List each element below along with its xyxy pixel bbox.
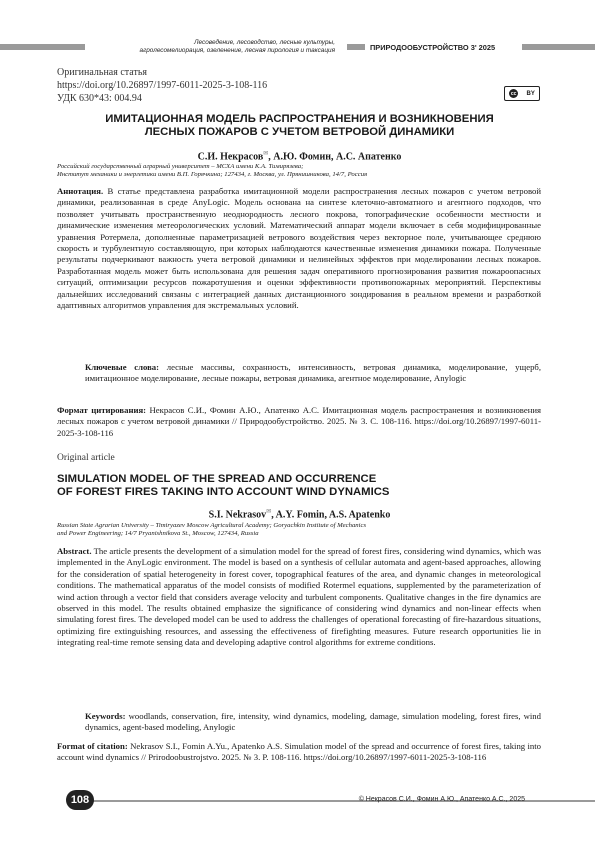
abstract-en-label: Abstract.: [57, 546, 92, 556]
title-en-line2: OF FOREST FIRES TAKING INTO ACCOUNT WIND DYNAMICS: [57, 486, 390, 498]
citation-en: [57, 741, 541, 764]
title-ru-line1: ИМИТАЦИОННАЯ МОДЕЛЬ РАСПРОСТРАНЕНИЯ И ВОЗНИКНОВЕНИЯ: [105, 113, 494, 125]
citation-ru-label: Формат цитирования:: [57, 405, 147, 415]
author-corresponding-ru: С.И. Некрасов: [197, 151, 264, 163]
mail-icon: ✉: [263, 151, 269, 157]
affiliation-ru: [57, 163, 542, 180]
title-en-line1: SIMULATION MODEL OF THE SPREAD AND OCCURRENCE: [57, 473, 377, 485]
keywords-ru: [85, 362, 541, 385]
page-number: 108: [66, 790, 94, 810]
cc-license-badge[interactable]: [504, 86, 540, 101]
article-type-en: Original article: [57, 453, 115, 463]
journal-section: [95, 39, 335, 55]
affiliation-en: [57, 522, 542, 539]
mail-icon: ✉: [266, 509, 272, 515]
udc-code: УДК 630*43: 004.94: [57, 93, 142, 104]
header-decor-bar-mid: [347, 44, 365, 50]
keywords-en-text: woodlands, conservation, fire, intensity, wind dynamics, modeling, damage, simulation modeling, forest fires, wind dynamics, agent-based modeling, Anylogic: [85, 711, 541, 733]
authors-rest-en: , A.Y. Fomin, A.S. Apatenko: [271, 509, 391, 521]
authors-en: [57, 508, 542, 520]
abstract-ru-label: Аннотация.: [57, 186, 104, 196]
affiliation-ru-line2: Институт механики и энергетики имени В.П. Горячкина; 127434, г. Москва, ул. Прянишникова, 14/7, Россия: [57, 171, 368, 179]
abstract-ru: [57, 186, 541, 311]
cc-license-label: BY: [526, 90, 535, 97]
abstract-en-text: The article presents the development of a simulation model for the spread of forest fires, considering wind dynamics, which was implemented in the AnyLogic environment. The model is based on a synthesis of cellular automata and agent-based approaches, allowing for the consideration of spatial heterogeneity in forest cover, topographical features of the area, and dynamic changes in meteorological conditions. The mathematical apparatus of the model consists of modified Rotermel equations, supplemented by the parameterization of wind action through a vector field that considers average velocity and turbulent components. Qualitative changes in the fire dynamics are observed in this model. The results obtained emphasize the significance of considering wind dynamics and non-linear effects when simulating forest fires. The developed model can be used to address the challenges of operational forecasting of fire-hazardous situations, optimizing fire extinguishing resources, and assessing the effectiveness of firefighting measures. Future research opportunities lie in integrating real-time remote sensing data and developing adaptive control algorithms for extreme conditions.: [57, 546, 541, 648]
journal-section-line1: Лесоведение, лесоводство, лесные культуры,: [194, 39, 335, 46]
keywords-en-label: Keywords:: [85, 711, 126, 721]
affiliation-ru-line1: Российский государственный аграрный университет – МСХА имени К.А. Тимирязева;: [57, 163, 304, 170]
abstract-ru-text: В статье представлена разработка имитационной модели распространения лесных пожаров с учетом ветровой динамики, реализованная в среде AnyLogic. Модель основана на синтезе клеточно-автоматного и агентного подходов, что позволяет учитывать пространственную неоднородность лесного покрова, топографические особенности местности и динамические изменения метеорологических условий. Математический аппарат модели включает в себя модифицированные уравнения Ротермела, дополненные параметризацией ветрового воздействия через векторное поле, учитывающее среднюю скорость и турбулентную составляющую, при которых наблюдаются качественные изменения динамики пожара. Полученные результаты подчеркивают важность учета ветровой динамики и нелинейных эффектов при моделировании лесных пожаров. Разработанная модель может быть использована для решения задач оперативного прогнозирования развития пожароопасных ситуаций, оптимизации ресурсов пожаротушения и оценки эффективности противопожарных мероприятий. Перспективы дальнейших исследований связаны с интеграцией данных дистанционного зондирования в реальном времени и разработкой адаптивных алгоритмов управления для экстремальных условий.: [57, 186, 541, 311]
citation-ru-text: Некрасов С.И., Фомин А.Ю., Апатенко А.С. Имитационная модель распространения и возникновения лесных пожаров с учетом ветровой динамики // Природообустройство. 2025. № 3. С. 108-116. https://doi.org/10.26897/1997-6011-2025-3-108-116: [57, 405, 541, 438]
keywords-ru-label: Ключевые слова:: [85, 362, 160, 372]
cc-icon: cc: [510, 90, 517, 97]
authors-rest-ru: , А.Ю. Фомин, А.С. Апатенко: [268, 151, 402, 163]
keywords-ru-text: лесные массивы, сохранность, интенсивность, ветровая динамика, моделирование, ущерб, имитационное моделирование, лесные пожары, ветровая динамика, агентное моделирование, Anylogic: [85, 362, 541, 384]
header-decor-bar-right: [522, 44, 595, 50]
title-ru: [57, 113, 542, 139]
header-decor-bar-left: [0, 44, 85, 50]
affiliation-en-line1: Russian State Agrarian University – Timiryazev Moscow Agricultural Academy; Goryachkin Institute of Mechanics: [57, 522, 367, 529]
journal-issue: ПРИРОДООБУСТРОЙСТВО 3' 2025: [370, 43, 496, 52]
author-corresponding-en: S.I. Nekrasov: [208, 509, 267, 521]
doi-link[interactable]: https://doi.org/10.26897/1997-6011-2025-3-108-116: [57, 80, 268, 91]
keywords-en: [85, 711, 541, 734]
article-type-ru: Оригинальная статья: [57, 67, 147, 78]
title-en: [57, 473, 542, 499]
journal-section-line2: агролесомелиорация, озеленение, лесная пирология и таксация: [139, 47, 335, 54]
citation-en-text: Nekrasov S.I., Fomin A.Yu., Apatenko A.S. Simulation model of the spread and occurrence of forest fires, taking into account wind dynamics // Prirodoobustrojstvo. 2025. № 3. P. 108-116. https://doi.org/10.26897/1997-6011-2025-3-108-116: [57, 741, 541, 763]
authors-ru: [57, 150, 542, 162]
copyright: © Некрасов С.И., Фомин А.Ю., Апатенко А.С., 2025: [358, 796, 525, 803]
title-ru-line2: ЛЕСНЫХ ПОЖАРОВ С УЧЕТОМ ВЕТРОВОЙ ДИНАМИКИ: [144, 126, 455, 138]
citation-ru: [57, 405, 541, 439]
affiliation-en-line2: and Power Engineering; 14/7 Pryanishnikova St., Moscow, 127434, Russia: [57, 530, 259, 538]
citation-en-label: Format of citation:: [57, 741, 128, 751]
abstract-en: [57, 546, 541, 649]
